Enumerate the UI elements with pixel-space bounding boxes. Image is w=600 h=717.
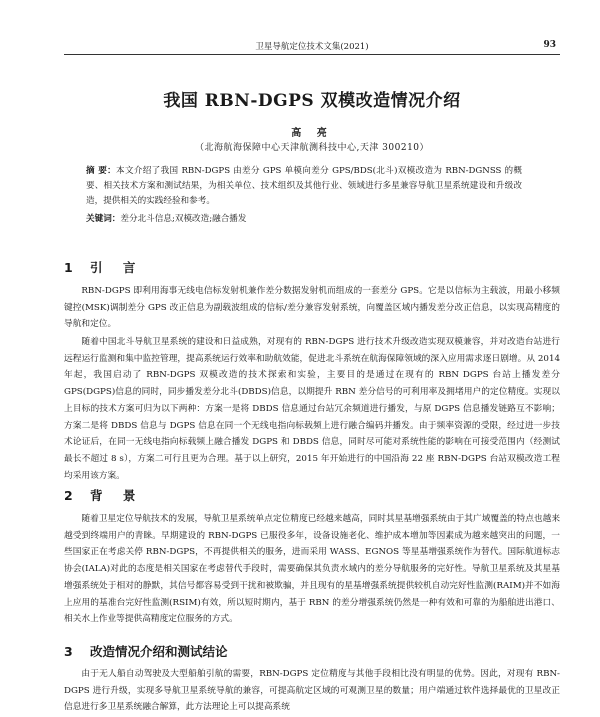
section-number: 1 xyxy=(64,260,73,275)
section-paragraph: 随着中国北斗导航卫星系统的建设和日益成熟，对现有的 RBN-DGPS 进行技术升级改造实现双模兼容，并对改造台站进行远程运行监测和集中监控管理，提高系统运行效率和助航效能，促进北斗系统在航海保障领域的深入应用需求逐日剧增。从 2014 年起，我国启动了 RBN-DGPS 双模改造的技术探索和实验，主要目的是通过在现有的 RBN DGPS 台站上播发差分 GPS(DGPS)信息的同时，同步播发差分北斗(DBDS)信息，以期提升 RBN 差分信号的可利用率及拥堵用户的定位精度。实现以上目标的技术方案可归为以下两种：方案一是将 DBDS 信息通过台站冗余频道进行播发，与原 DGPS 信息播发链路互不影响；方案二是将 DBDS 信息与 DGPS 信息在同一个无线电指向标载频上进行融合编码并播发。由于频率资源的受限，经过进一步技术论证后，在同一无线电指向标载频上融合播发 DGPS 和 DBDS 信息，同时尽可能对系统性能的影响在可接受范围内（经测试最长不超过 8 s），方案二可行且更为合理。基于以上研究，2015 年开始进行的中国沿海 22 座 RBN-DGPS 台站双模改造工程均采用该方案。 xyxy=(64,337,560,481)
section-paragraph: 随着卫星定位导航技术的发展，导航卫星系统单点定位精度已经越来越高，同时其星基增强系统由于其广域覆盖的特点也越来越受到终端用户的青睐。早期建设的 RBN-DGPS 已服役多年，设备设施老化、维护成本增加等因素成为越来越突出的问题，一些国家正在考虑关停 RBN-DGPS，不再提供相关的服务，进而采用 WASS、EGNOS 等星基增强系统作为替代。国际航道标志协会(IALA)对此的态度是相关国家在考虑替代手段时，需要确保其负责水域内的差分导航服务的完好性。导航卫星系统及其星基增强系统处于相对的静默，其信号都容易受到干扰和被欺骗，并且现有的星基增强系统提供较机自动完好性监测(RAIM)并不如海上应用的基准台完好性监测(RSIM)有效，所以短时期内，基于 RBN 的差分增强系统仍然是一种有效和可靠的为船舶进出港口、相关水上作业等提供高精度定位服务的方式。 xyxy=(64,514,560,625)
section-number: 3 xyxy=(64,644,73,659)
abstract-label: 摘 要： xyxy=(86,166,117,176)
keywords-text: 差分北斗信息;双模改造;融合播发 xyxy=(120,214,247,224)
section-title: 改造情况介绍和测试结论 xyxy=(90,644,228,659)
section-paragraph: 由于无人船自动驾驶及大型船舶引航的需要，RBN-DGPS 定位精度与其他手段相比没有明显的优势。因此，对现有 RBN-DGPS 进行升级，实现多导航卫星系统导航的兼容，可提高航定区域的可观测卫星的数量；用户端通过软件选择最优的卫星改正信息进行多卫星系统融合解算，此方法理论上可以提高系统 xyxy=(64,669,560,713)
section-paragraph: RBN-DGPS 即利用海事无线电信标发射机兼作差分数据发射机而组成的一套差分 GPS。它是以信标为主载波，用最小移频键控(MSK)调制差分 GPS 改正信息为副载波组成的信标/差分兼容发射系统，向覆盖区域内播发差分改正信息，以实现高精度的导航和定位。 xyxy=(64,286,560,330)
abstract-text: 本文介绍了我国 RBN-DGPS 由差分 GPS 单模向差分 GPS/BDS(北斗)双模改造为 RBN-DGNSS 的概要、相关技术方案和测试结果，为相关单位、技术组织及其他行业、领域进行多星兼容导航卫星系统建设和升级改造，提供相关的实践经验和参考。 xyxy=(86,166,522,206)
paper-author: 高 亮 xyxy=(291,128,333,139)
section-heading-retrofit xyxy=(64,642,228,660)
keywords-label: 关键词： xyxy=(86,214,121,224)
paper-affiliation: （北海航海保障中心天津航测科技中心,天津 300210） xyxy=(194,143,430,153)
running-title: 卫星导航定位技术文集(2021) xyxy=(255,42,369,52)
section-number: 2 xyxy=(64,488,73,503)
page-number: 93 xyxy=(543,40,556,50)
paper-title: 我国 RBN-DGPS 双模改造情况介绍 xyxy=(163,91,461,111)
running-header xyxy=(64,40,560,55)
keywords xyxy=(86,212,522,227)
abstract xyxy=(86,164,522,209)
section-title: 背 景 xyxy=(90,488,144,503)
section-heading-introduction xyxy=(64,258,143,276)
section-heading-background xyxy=(64,486,143,504)
section-title: 引 言 xyxy=(90,260,144,275)
